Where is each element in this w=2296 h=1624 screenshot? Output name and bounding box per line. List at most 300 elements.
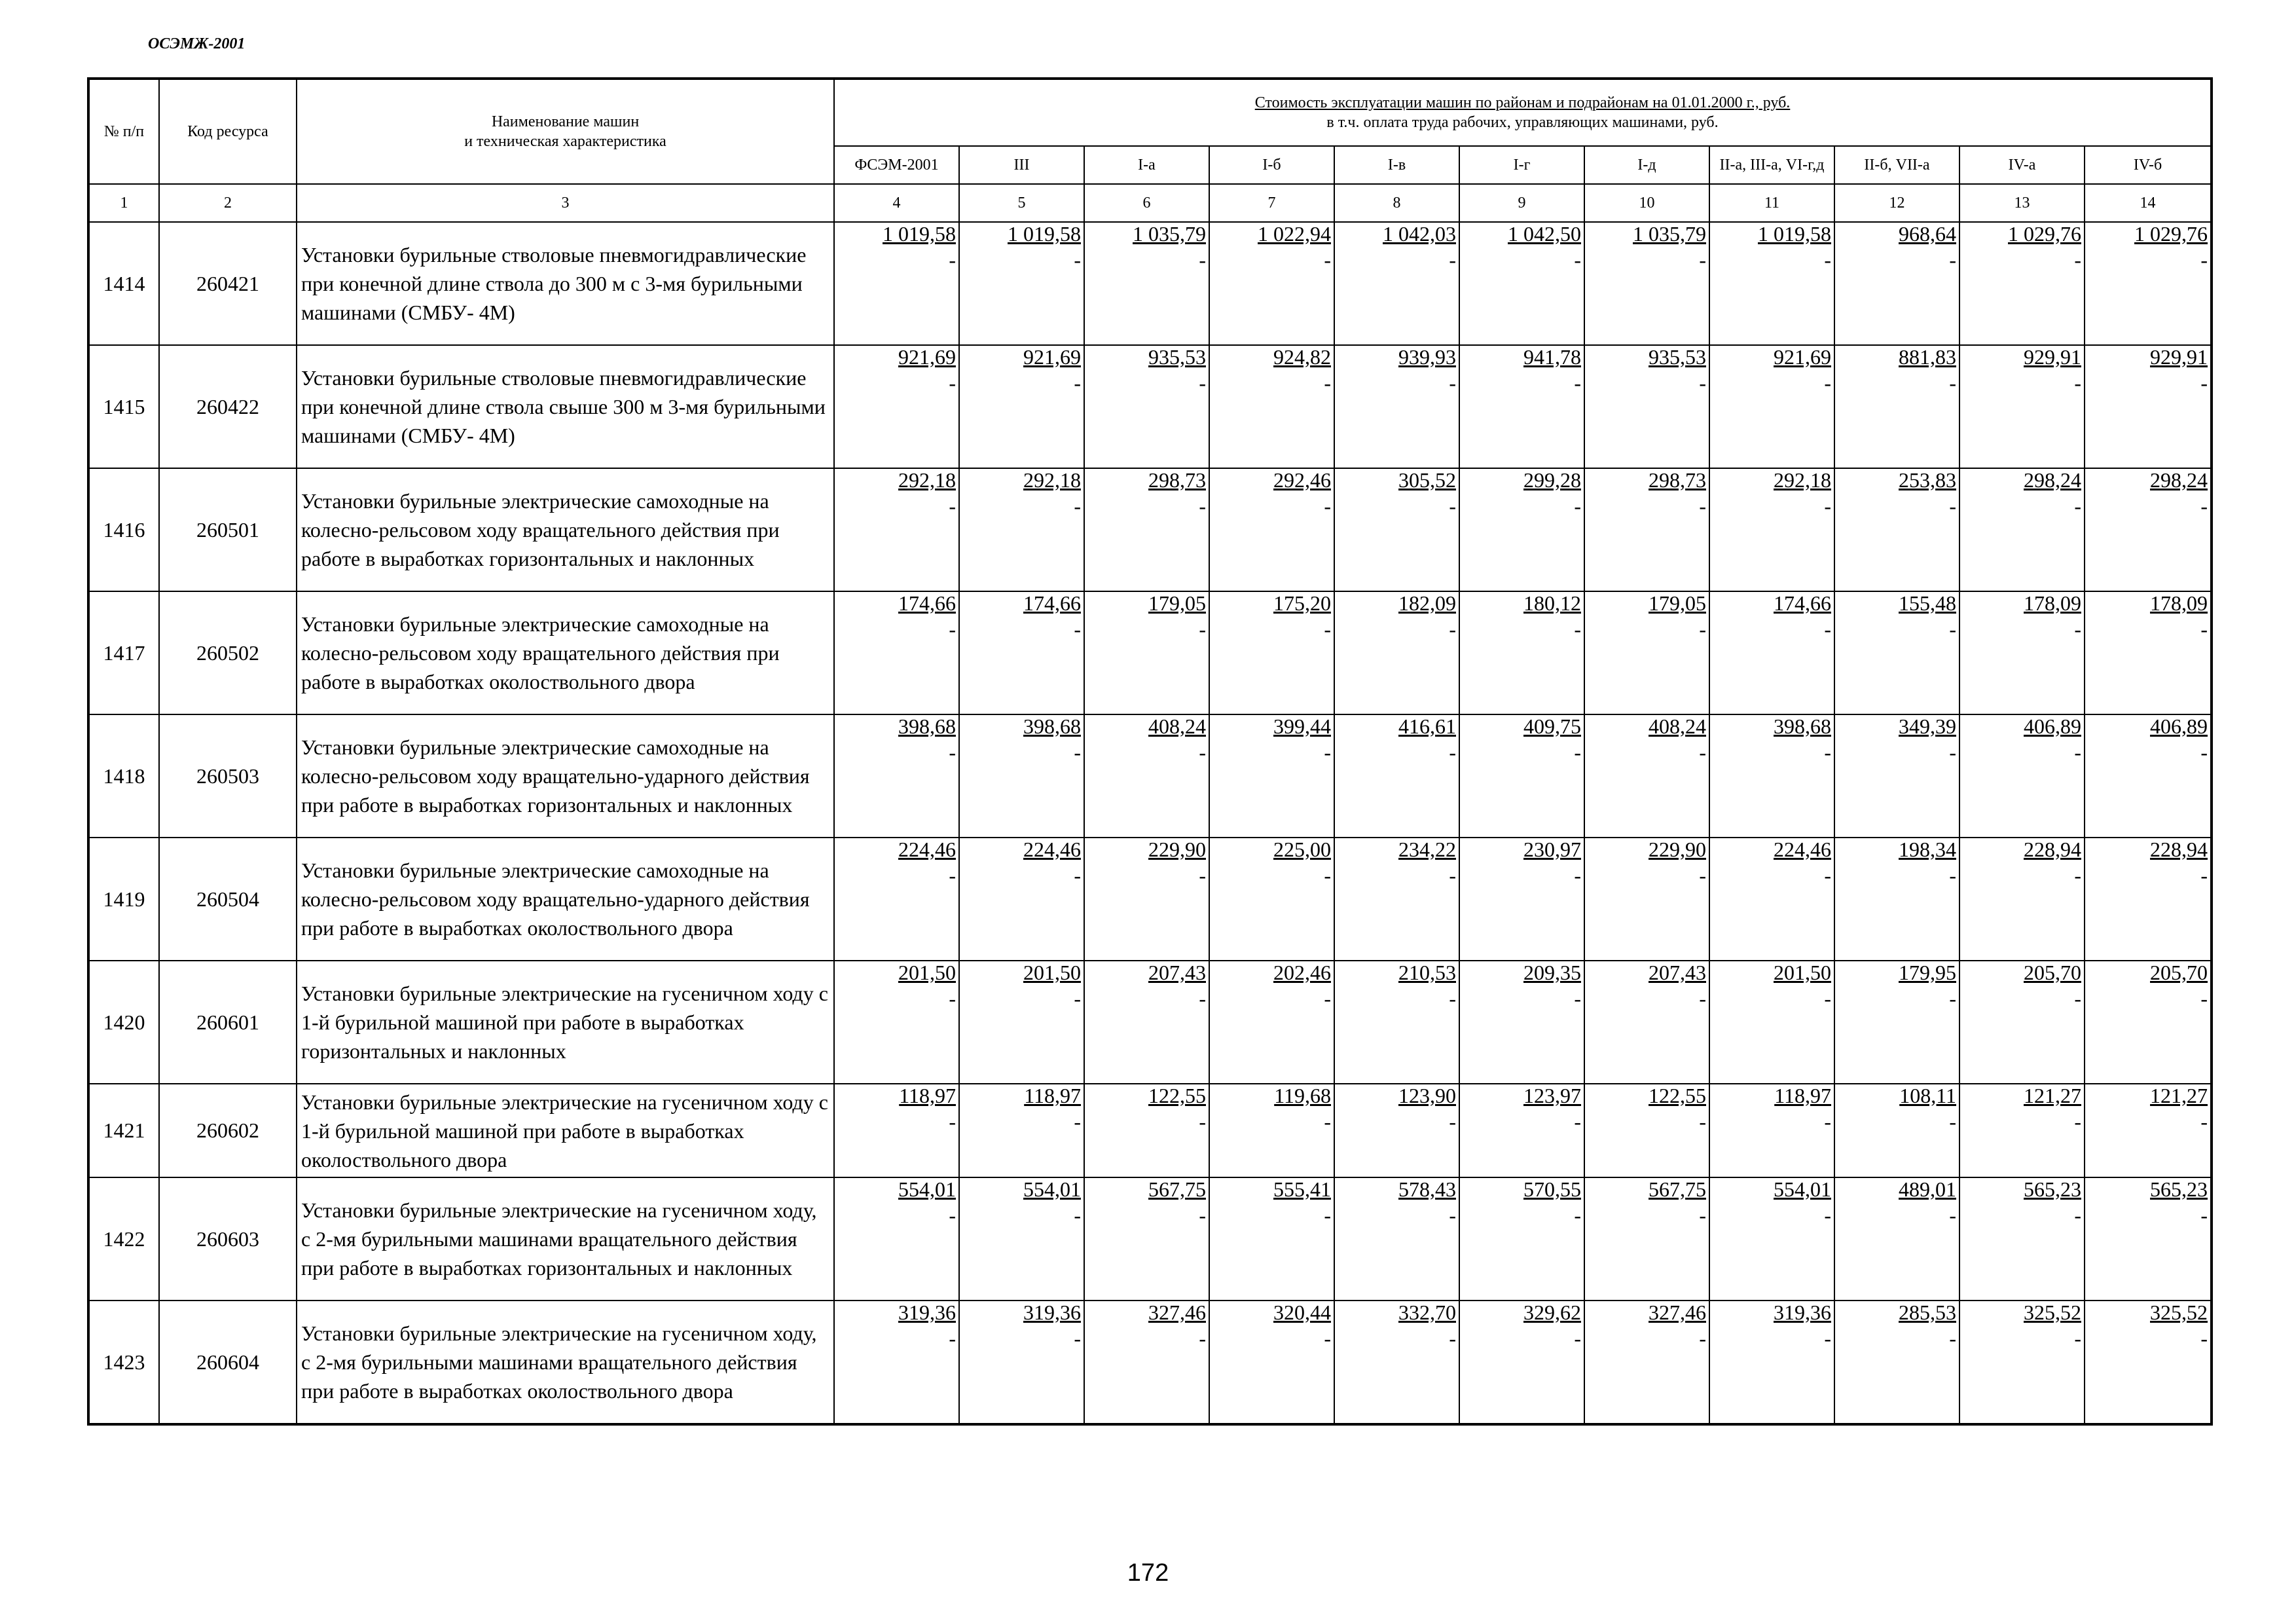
price-cell [1334, 961, 1459, 1084]
labor-cost-dash: - [1449, 1110, 1456, 1134]
labor-cost-dash: - [2074, 494, 2081, 518]
price-cell [1709, 222, 1834, 345]
price-value: 299,28 [1523, 468, 1581, 492]
price-cell [959, 1301, 1084, 1424]
price-cell [1584, 1084, 1709, 1177]
document-header: ОСЭМЖ-2001 [148, 35, 246, 52]
price-value: 968,64 [1899, 222, 1956, 246]
price-value: 929,91 [2024, 345, 2081, 369]
price-value: 224,46 [898, 838, 956, 861]
price-value: 174,66 [898, 591, 956, 615]
price-cell [1334, 1177, 1459, 1301]
price-value: 179,05 [1649, 591, 1706, 615]
price-cell [834, 1177, 959, 1301]
labor-cost-dash: - [2200, 618, 2208, 641]
table-row [88, 345, 2212, 468]
price-value: 209,35 [1523, 961, 1581, 984]
price-cell [1959, 1301, 2085, 1424]
price-cell [2085, 838, 2212, 961]
price-cell [1959, 714, 2085, 838]
price-value: 578,43 [1398, 1177, 1456, 1201]
price-cell [1834, 345, 1959, 468]
price-cell [1459, 468, 1584, 591]
labor-cost-dash: - [2074, 864, 2081, 887]
column-number: 13 [1959, 184, 2085, 222]
labor-cost-dash: - [1949, 987, 1956, 1010]
price-cell [1084, 591, 1209, 714]
price-cell [1084, 222, 1209, 345]
price-value: 1 019,58 [1008, 222, 1081, 246]
price-cell [1959, 591, 2085, 714]
price-cell [1584, 714, 1709, 838]
labor-cost-dash: - [1574, 987, 1581, 1010]
labor-cost-dash: - [1949, 371, 1956, 395]
price-value: 122,55 [1148, 1084, 1206, 1107]
price-value: 179,95 [1899, 961, 1956, 984]
price-value: 349,39 [1899, 714, 1956, 738]
labor-cost-dash: - [1199, 494, 1206, 518]
labor-cost-dash: - [1824, 741, 1831, 764]
labor-cost-dash: - [1199, 987, 1206, 1010]
price-cell [1459, 1301, 1584, 1424]
price-value: 554,01 [1774, 1177, 1831, 1201]
labor-cost-dash: - [1074, 987, 1081, 1010]
price-value: 108,11 [1899, 1084, 1956, 1107]
labor-cost-dash: - [1324, 864, 1331, 887]
labor-cost-dash: - [1824, 1327, 1831, 1350]
labor-cost-dash: - [1449, 371, 1456, 395]
labor-cost-dash: - [949, 1327, 956, 1350]
price-cell [1334, 1301, 1459, 1424]
machine-cost-table [87, 77, 2213, 1426]
labor-cost-dash: - [1324, 618, 1331, 641]
labor-cost-dash: - [2200, 1110, 2208, 1134]
price-cell [1209, 345, 1334, 468]
labor-cost-dash: - [1449, 1327, 1456, 1350]
price-cell [834, 961, 959, 1084]
labor-cost-dash: - [949, 618, 956, 641]
labor-cost-dash: - [1324, 1204, 1331, 1227]
price-cell [959, 1177, 1084, 1301]
price-value: 406,89 [2150, 714, 2208, 738]
price-value: 174,66 [1023, 591, 1081, 615]
resource-code: 260502 [159, 591, 297, 714]
column-number: 6 [1084, 184, 1209, 222]
price-value: 416,61 [1398, 714, 1456, 738]
price-value: 1 042,50 [1508, 222, 1581, 246]
labor-cost-dash: - [1699, 618, 1706, 641]
price-value: 1 035,79 [1633, 222, 1706, 246]
labor-cost-dash: - [2200, 248, 2208, 272]
price-value: 567,75 [1649, 1177, 1706, 1201]
table-row [88, 1301, 2212, 1424]
price-cell [2085, 714, 2212, 838]
column-number: 10 [1584, 184, 1709, 222]
price-cell [2085, 1084, 2212, 1177]
price-value: 292,18 [898, 468, 956, 492]
labor-cost-dash: - [1949, 741, 1956, 764]
labor-cost-dash: - [2074, 1204, 2081, 1227]
labor-cost-dash: - [1074, 864, 1081, 887]
price-value: 924,82 [1273, 345, 1331, 369]
resource-code: 260501 [159, 468, 297, 591]
price-value: 1 042,03 [1383, 222, 1456, 246]
labor-cost-dash: - [1824, 1204, 1831, 1227]
price-value: 210,53 [1398, 961, 1456, 984]
price-cell [1959, 345, 2085, 468]
price-cell [959, 591, 1084, 714]
labor-cost-dash: - [1949, 494, 1956, 518]
labor-cost-dash: - [1824, 494, 1831, 518]
price-value: 123,97 [1523, 1084, 1581, 1107]
labor-cost-dash: - [1324, 987, 1331, 1010]
labor-cost-dash: - [949, 987, 956, 1010]
price-value: 121,27 [2150, 1084, 2208, 1107]
machine-name: Установки бурильные электрические на гусеничном ходу с 1-й бурильной машиной при работе в выработках околоствольного двора [297, 1084, 834, 1177]
labor-cost-dash: - [1574, 1110, 1581, 1134]
header-index: № п/п [88, 79, 159, 184]
header-cost-title: Стоимость эксплуатации машин по районам и подрайонам на 01.01.2000 г., руб. [1254, 94, 1791, 111]
row-index: 1414 [88, 222, 159, 345]
price-cell [1959, 838, 2085, 961]
price-cell [1709, 714, 1834, 838]
table-row [88, 1177, 2212, 1301]
labor-cost-dash: - [1574, 1204, 1581, 1227]
price-cell [1959, 222, 2085, 345]
price-value: 229,90 [1148, 838, 1206, 861]
resource-code: 260503 [159, 714, 297, 838]
labor-cost-dash: - [2074, 371, 2081, 395]
price-cell [1584, 591, 1709, 714]
price-value: 565,23 [2150, 1177, 2208, 1201]
price-cell [1834, 1177, 1959, 1301]
price-cell [1209, 838, 1334, 961]
price-cell [1209, 1177, 1334, 1301]
price-cell [1334, 838, 1459, 961]
labor-cost-dash: - [1199, 1204, 1206, 1227]
price-cell [1459, 591, 1584, 714]
price-cell [1459, 714, 1584, 838]
price-cell [1459, 838, 1584, 961]
price-value: 325,52 [2150, 1301, 2208, 1324]
region-header-14: IV-б [2085, 146, 2212, 184]
price-cell [1334, 222, 1459, 345]
row-index: 1419 [88, 838, 159, 961]
price-value: 179,05 [1148, 591, 1206, 615]
price-cell [2085, 961, 2212, 1084]
price-cell [834, 222, 959, 345]
price-cell [1584, 222, 1709, 345]
labor-cost-dash: - [2074, 1327, 2081, 1350]
price-value: 325,52 [2024, 1301, 2081, 1324]
price-value: 319,36 [1023, 1301, 1081, 1324]
header-cost-group [834, 79, 2212, 146]
labor-cost-dash: - [2074, 248, 2081, 272]
price-value: 285,53 [1899, 1301, 1956, 1324]
labor-cost-dash: - [1574, 741, 1581, 764]
labor-cost-dash: - [949, 248, 956, 272]
price-value: 292,46 [1273, 468, 1331, 492]
price-cell [1209, 1084, 1334, 1177]
labor-cost-dash: - [1199, 864, 1206, 887]
labor-cost-dash: - [2200, 494, 2208, 518]
labor-cost-dash: - [1449, 864, 1456, 887]
price-cell [2085, 345, 2212, 468]
labor-cost-dash: - [1699, 864, 1706, 887]
price-value: 1 029,76 [2008, 222, 2081, 246]
price-value: 406,89 [2024, 714, 2081, 738]
price-cell [834, 468, 959, 591]
labor-cost-dash: - [949, 741, 956, 764]
labor-cost-dash: - [2200, 1327, 2208, 1350]
price-value: 155,48 [1899, 591, 1956, 615]
price-value: 939,93 [1398, 345, 1456, 369]
column-number: 7 [1209, 184, 1334, 222]
price-value: 935,53 [1148, 345, 1206, 369]
price-cell [1834, 1301, 1959, 1424]
column-number: 8 [1334, 184, 1459, 222]
labor-cost-dash: - [2074, 1110, 2081, 1134]
machine-name: Установки бурильные электрические на гусеничном ходу, с 2-мя бурильными машинами вращательного действия при работе в выработках околоствольного двора [297, 1301, 834, 1424]
price-cell [1709, 1177, 1834, 1301]
price-value: 123,90 [1398, 1084, 1456, 1107]
header-machine-name-line1: Наименование машин [491, 113, 640, 130]
price-value: 319,36 [898, 1301, 956, 1324]
price-value: 230,97 [1523, 838, 1581, 861]
labor-cost-dash: - [1324, 371, 1331, 395]
price-cell [1084, 714, 1209, 838]
column-number: 3 [297, 184, 834, 222]
labor-cost-dash: - [1699, 1204, 1706, 1227]
machine-name: Установки бурильные электрические самоходные на колесно-рельсовом ходу вращательно-ударного действия при работе в выработках околоствольного двора [297, 838, 834, 961]
labor-cost-dash: - [1074, 1327, 1081, 1350]
labor-cost-dash: - [1699, 494, 1706, 518]
labor-cost-dash: - [1199, 1110, 1206, 1134]
price-cell [959, 345, 1084, 468]
price-value: 921,69 [898, 345, 956, 369]
price-cell [959, 714, 1084, 838]
column-number: 1 [88, 184, 159, 222]
price-cell [1459, 345, 1584, 468]
price-cell [1834, 1084, 1959, 1177]
region-header-6: I-а [1084, 146, 1209, 184]
resource-code: 260602 [159, 1084, 297, 1177]
region-header-12: II-б, VII-а [1834, 146, 1959, 184]
labor-cost-dash: - [1699, 248, 1706, 272]
table-row [88, 714, 2212, 838]
price-value: 228,94 [2150, 838, 2208, 861]
price-value: 228,94 [2024, 838, 2081, 861]
price-cell [959, 468, 1084, 591]
price-cell [834, 591, 959, 714]
labor-cost-dash: - [1699, 741, 1706, 764]
price-value: 409,75 [1523, 714, 1581, 738]
labor-cost-dash: - [1699, 1327, 1706, 1350]
labor-cost-dash: - [949, 1204, 956, 1227]
region-header-11: II-а, III-а, VI-г,д [1709, 146, 1834, 184]
price-value: 292,18 [1023, 468, 1081, 492]
labor-cost-dash: - [1449, 618, 1456, 641]
labor-cost-dash: - [1074, 248, 1081, 272]
price-cell [1084, 468, 1209, 591]
table-row [88, 591, 2212, 714]
table-row [88, 468, 2212, 591]
price-cell [1084, 961, 1209, 1084]
price-cell [2085, 222, 2212, 345]
row-index: 1421 [88, 1084, 159, 1177]
resource-code: 260504 [159, 838, 297, 961]
labor-cost-dash: - [2200, 987, 2208, 1010]
machine-name: Установки бурильные электрические на гусеничном ходу, с 2-мя бурильными машинами вращательного действия при работе в выработках горизонтальных и наклонных [297, 1177, 834, 1301]
price-value: 1 035,79 [1133, 222, 1206, 246]
price-value: 554,01 [898, 1177, 956, 1201]
labor-cost-dash: - [1574, 371, 1581, 395]
price-cell [1709, 961, 1834, 1084]
price-value: 224,46 [1023, 838, 1081, 861]
price-cell [1709, 468, 1834, 591]
labor-cost-dash: - [1824, 248, 1831, 272]
column-number: 14 [2085, 184, 2212, 222]
labor-cost-dash: - [1824, 1110, 1831, 1134]
resource-code: 260603 [159, 1177, 297, 1301]
labor-cost-dash: - [1574, 494, 1581, 518]
price-value: 207,43 [1148, 961, 1206, 984]
region-header-9: I-г [1459, 146, 1584, 184]
labor-cost-dash: - [1699, 371, 1706, 395]
labor-cost-dash: - [1324, 1110, 1331, 1134]
price-cell [1334, 714, 1459, 838]
price-value: 565,23 [2024, 1177, 2081, 1201]
header-machine-name-line2: и техническая характеристика [464, 133, 666, 150]
price-cell [2085, 468, 2212, 591]
header-resource-code: Код ресурса [159, 79, 297, 184]
price-cell [1584, 1301, 1709, 1424]
labor-cost-dash: - [1324, 248, 1331, 272]
price-cell [1834, 222, 1959, 345]
price-value: 929,91 [2150, 345, 2208, 369]
price-cell [1834, 468, 1959, 591]
price-value: 118,97 [1024, 1084, 1081, 1107]
labor-cost-dash: - [1949, 864, 1956, 887]
price-cell [1459, 961, 1584, 1084]
labor-cost-dash: - [1949, 1204, 1956, 1227]
price-value: 122,55 [1649, 1084, 1706, 1107]
price-value: 298,73 [1148, 468, 1206, 492]
header-cost-subtitle: в т.ч. оплата труда рабочих, управляющих машинами, руб. [1326, 114, 1719, 131]
column-number: 5 [959, 184, 1084, 222]
price-cell [834, 1084, 959, 1177]
region-header-8: I-в [1334, 146, 1459, 184]
labor-cost-dash: - [1574, 618, 1581, 641]
price-cell [1709, 345, 1834, 468]
labor-cost-dash: - [949, 1110, 956, 1134]
price-value: 881,83 [1899, 345, 1956, 369]
labor-cost-dash: - [1699, 987, 1706, 1010]
price-value: 408,24 [1148, 714, 1206, 738]
price-cell [1209, 961, 1334, 1084]
header-machine-name [297, 79, 834, 184]
price-value: 178,09 [2024, 591, 2081, 615]
labor-cost-dash: - [1449, 248, 1456, 272]
price-cell [1834, 961, 1959, 1084]
price-value: 205,70 [2150, 961, 2208, 984]
price-value: 921,69 [1023, 345, 1081, 369]
price-value: 225,00 [1273, 838, 1331, 861]
price-value: 121,27 [2024, 1084, 2081, 1107]
machine-name: Установки бурильные электрические самоходные на колесно-рельсовом ходу вращательного действия при работе в выработках околоствольного двора [297, 591, 834, 714]
price-value: 570,55 [1523, 1177, 1581, 1201]
machine-name: Установки бурильные электрические самоходные на колесно-рельсовом ходу вращательного действия при работе в выработках горизонтальных и наклонных [297, 468, 834, 591]
price-value: 1 022,94 [1258, 222, 1331, 246]
labor-cost-dash: - [2200, 741, 2208, 764]
labor-cost-dash: - [2074, 987, 2081, 1010]
labor-cost-dash: - [1949, 1327, 1956, 1350]
price-value: 205,70 [2024, 961, 2081, 984]
price-value: 201,50 [898, 961, 956, 984]
column-number: 2 [159, 184, 297, 222]
column-number: 9 [1459, 184, 1584, 222]
labor-cost-dash: - [1074, 371, 1081, 395]
price-cell [1584, 345, 1709, 468]
price-cell [2085, 1177, 2212, 1301]
labor-cost-dash: - [1824, 371, 1831, 395]
resource-code: 260422 [159, 345, 297, 468]
price-value: 180,12 [1523, 591, 1581, 615]
labor-cost-dash: - [1949, 248, 1956, 272]
price-cell [1084, 1084, 1209, 1177]
price-cell [834, 714, 959, 838]
price-cell [1584, 1177, 1709, 1301]
labor-cost-dash: - [1449, 494, 1456, 518]
price-value: 182,09 [1398, 591, 1456, 615]
price-value: 298,24 [2150, 468, 2208, 492]
price-value: 118,97 [899, 1084, 956, 1107]
price-value: 567,75 [1148, 1177, 1206, 1201]
labor-cost-dash: - [1949, 618, 1956, 641]
price-value: 224,46 [1774, 838, 1831, 861]
price-cell [1459, 1084, 1584, 1177]
price-value: 292,18 [1774, 468, 1831, 492]
table-row [88, 961, 2212, 1084]
price-cell [1209, 222, 1334, 345]
price-cell [1209, 714, 1334, 838]
labor-cost-dash: - [1574, 864, 1581, 887]
price-value: 298,73 [1649, 468, 1706, 492]
price-value: 175,20 [1273, 591, 1331, 615]
price-value: 1 029,76 [2134, 222, 2208, 246]
price-cell [959, 838, 1084, 961]
price-value: 298,24 [2024, 468, 2081, 492]
row-index: 1422 [88, 1177, 159, 1301]
price-value: 229,90 [1649, 838, 1706, 861]
price-cell [959, 222, 1084, 345]
price-value: 398,68 [1023, 714, 1081, 738]
price-value: 319,36 [1774, 1301, 1831, 1324]
labor-cost-dash: - [1074, 1110, 1081, 1134]
table-row [88, 1084, 2212, 1177]
price-cell [834, 345, 959, 468]
price-value: 174,66 [1774, 591, 1831, 615]
labor-cost-dash: - [1824, 987, 1831, 1010]
price-cell [1709, 1084, 1834, 1177]
labor-cost-dash: - [2200, 864, 2208, 887]
price-value: 332,70 [1398, 1301, 1456, 1324]
price-value: 555,41 [1273, 1177, 1331, 1201]
labor-cost-dash: - [1199, 1327, 1206, 1350]
price-cell [2085, 591, 2212, 714]
price-value: 305,52 [1398, 468, 1456, 492]
price-value: 941,78 [1523, 345, 1581, 369]
